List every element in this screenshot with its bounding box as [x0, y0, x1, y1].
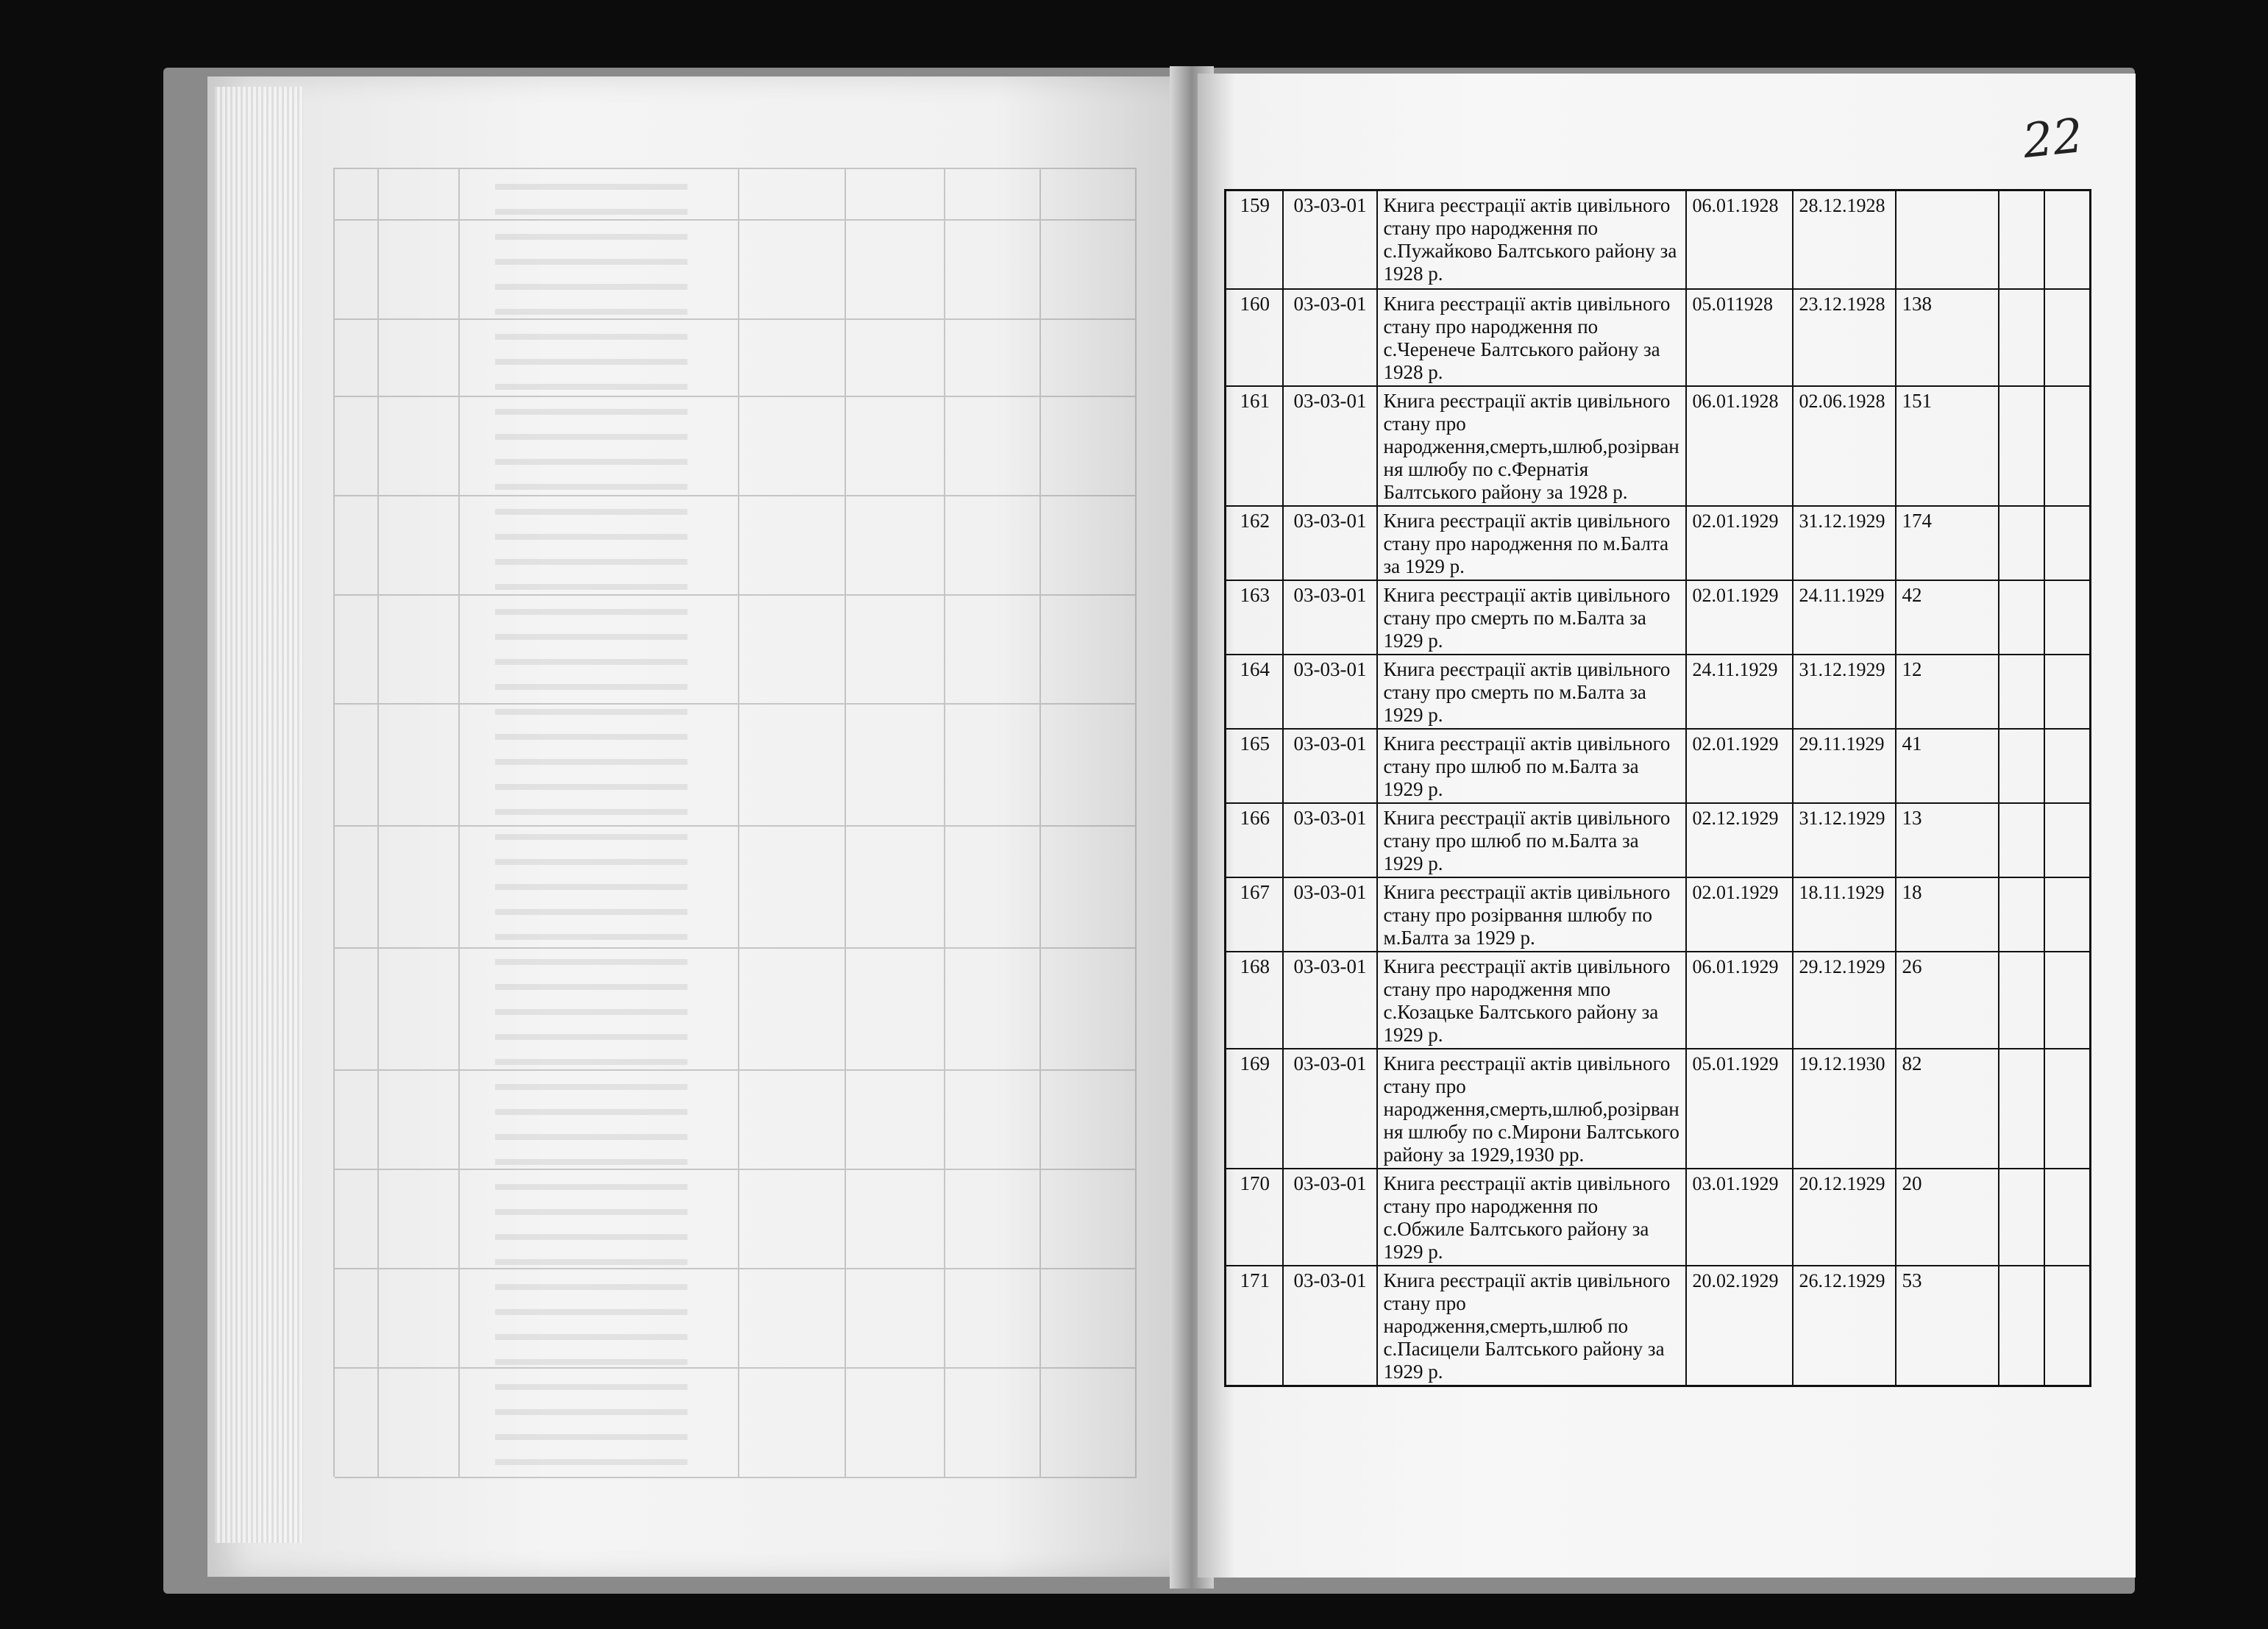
- record-title: Книга реєстрації актів цивільного стану про народження по с.Черенече Балтського району за 1928 р.: [1377, 289, 1686, 386]
- note-cell: [2044, 386, 2091, 506]
- note-cell: [1999, 1169, 2044, 1266]
- fund-code: 03-03-01: [1283, 803, 1377, 877]
- register-table: [1224, 189, 2091, 1387]
- note-cell: [1999, 655, 2044, 729]
- fund-code: 03-03-01: [1283, 580, 1377, 655]
- bleed-through-table: [335, 168, 1137, 1477]
- note-cell: [1999, 386, 2044, 506]
- fund-code: 03-03-01: [1283, 190, 1377, 290]
- record-number: 160: [1226, 289, 1283, 386]
- end-date: 19.12.1930: [1793, 1049, 1896, 1169]
- sheet-count: 13: [1896, 803, 1999, 877]
- end-date: 24.11.1929: [1793, 580, 1896, 655]
- sheet-count: 20: [1896, 1169, 1999, 1266]
- end-date: 20.12.1929: [1793, 1169, 1896, 1266]
- record-title: Книга реєстрації актів цивільного стану про народження по с.Пужайково Балтського району за 1928 р.: [1377, 190, 1686, 290]
- start-date: 02.01.1929: [1686, 729, 1793, 803]
- fund-code: 03-03-01: [1283, 729, 1377, 803]
- note-cell: [2044, 729, 2091, 803]
- note-cell: [1999, 289, 2044, 386]
- note-cell: [2044, 1169, 2091, 1266]
- page-edges: [215, 87, 303, 1543]
- record-title: Книга реєстрації актів цивільного стану про народження,смерть,шлюб,розірвання шлюбу по с.Мирони Балтського району за 1929,1930 рр.: [1377, 1049, 1686, 1169]
- start-date: 05.01.1929: [1686, 1049, 1793, 1169]
- note-cell: [2044, 1049, 2091, 1169]
- record-number: 162: [1226, 506, 1283, 580]
- record-number: 159: [1226, 190, 1283, 290]
- page-number: 22: [2020, 108, 2086, 170]
- note-cell: [1999, 803, 2044, 877]
- fund-code: 03-03-01: [1283, 1049, 1377, 1169]
- sheet-count: 82: [1896, 1049, 1999, 1169]
- note-cell: [1999, 877, 2044, 952]
- sheet-count: 41: [1896, 729, 1999, 803]
- sheet-count: 151: [1896, 386, 1999, 506]
- table-row: [1226, 506, 2091, 580]
- end-date: 31.12.1929: [1793, 506, 1896, 580]
- record-title: Книга реєстрації актів цивільного стану про шлюб по м.Балта за 1929 р.: [1377, 729, 1686, 803]
- fund-code: 03-03-01: [1283, 877, 1377, 952]
- fund-code: 03-03-01: [1283, 386, 1377, 506]
- fund-code: 03-03-01: [1283, 1266, 1377, 1386]
- start-date: 06.01.1929: [1686, 952, 1793, 1049]
- start-date: 02.12.1929: [1686, 803, 1793, 877]
- record-number: 168: [1226, 952, 1283, 1049]
- record-title: Книга реєстрації актів цивільного стану про народження по м.Балта за 1929 р.: [1377, 506, 1686, 580]
- start-date: 06.01.1928: [1686, 386, 1793, 506]
- table-row: [1226, 877, 2091, 952]
- end-date: 28.12.1928: [1793, 190, 1896, 290]
- fund-code: 03-03-01: [1283, 655, 1377, 729]
- note-cell: [2044, 190, 2091, 290]
- table-row: [1226, 580, 2091, 655]
- record-title: Книга реєстрації актів цивільного стану про народження мпо с.Козацьке Балтського району за 1929 р.: [1377, 952, 1686, 1049]
- sheet-count: 18: [1896, 877, 1999, 952]
- start-date: 20.02.1929: [1686, 1266, 1793, 1386]
- record-title: Книга реєстрації актів цивільного стану про народження,смерть,шлюб,розірвання шлюбу по с.Фернатія Балтського району за 1928 р.: [1377, 386, 1686, 506]
- record-number: 164: [1226, 655, 1283, 729]
- table-row: [1226, 803, 2091, 877]
- note-cell: [2044, 1266, 2091, 1386]
- note-cell: [2044, 506, 2091, 580]
- record-number: 163: [1226, 580, 1283, 655]
- start-date: 05.011928: [1686, 289, 1793, 386]
- note-cell: [2044, 803, 2091, 877]
- end-date: 18.11.1929: [1793, 877, 1896, 952]
- sheet-count: 138: [1896, 289, 1999, 386]
- end-date: 23.12.1928: [1793, 289, 1896, 386]
- sheet-count: [1896, 190, 1999, 290]
- table-row: [1226, 952, 2091, 1049]
- note-cell: [1999, 506, 2044, 580]
- note-cell: [1999, 190, 2044, 290]
- note-cell: [2044, 655, 2091, 729]
- note-cell: [1999, 1049, 2044, 1169]
- note-cell: [1999, 952, 2044, 1049]
- record-number: 161: [1226, 386, 1283, 506]
- end-date: 26.12.1929: [1793, 1266, 1896, 1386]
- register-body: [1226, 190, 2091, 1386]
- fund-code: 03-03-01: [1283, 289, 1377, 386]
- record-number: 166: [1226, 803, 1283, 877]
- sheet-count: 42: [1896, 580, 1999, 655]
- note-cell: [2044, 289, 2091, 386]
- end-date: 29.12.1929: [1793, 952, 1896, 1049]
- fund-code: 03-03-01: [1283, 1169, 1377, 1266]
- table-row: [1226, 655, 2091, 729]
- start-date: 02.01.1929: [1686, 580, 1793, 655]
- start-date: 02.01.1929: [1686, 506, 1793, 580]
- record-title: Книга реєстрації актів цивільного стану про смерть по м.Балта за 1929 р.: [1377, 580, 1686, 655]
- record-title: Книга реєстрації актів цивільного стану про народження по с.Обжиле Балтського району за 1929 р.: [1377, 1169, 1686, 1266]
- note-cell: [1999, 729, 2044, 803]
- sheet-count: 26: [1896, 952, 1999, 1049]
- fund-code: 03-03-01: [1283, 952, 1377, 1049]
- end-date: 31.12.1929: [1793, 655, 1896, 729]
- record-number: 170: [1226, 1169, 1283, 1266]
- table-row: [1226, 1266, 2091, 1386]
- record-title: Книга реєстрації актів цивільного стану про розірвання шлюбу по м.Балта за 1929 р.: [1377, 877, 1686, 952]
- note-cell: [1999, 1266, 2044, 1386]
- end-date: 29.11.1929: [1793, 729, 1896, 803]
- start-date: 06.01.1928: [1686, 190, 1793, 290]
- sheet-count: 53: [1896, 1266, 1999, 1386]
- record-number: 167: [1226, 877, 1283, 952]
- sheet-count: 12: [1896, 655, 1999, 729]
- record-title: Книга реєстрації актів цивільного стану про шлюб по м.Балта за 1929 р.: [1377, 803, 1686, 877]
- note-cell: [2044, 952, 2091, 1049]
- start-date: 02.01.1929: [1686, 877, 1793, 952]
- table-row: [1226, 289, 2091, 386]
- table-row: [1226, 190, 2091, 290]
- record-title: Книга реєстрації актів цивільного стану про смерть по м.Балта за 1929 р.: [1377, 655, 1686, 729]
- fund-code: 03-03-01: [1283, 506, 1377, 580]
- end-date: 31.12.1929: [1793, 803, 1896, 877]
- record-title: Книга реєстрації актів цивільного стану про народження,смерть,шлюб по с.Пасицели Балтського району за 1929 р.: [1377, 1266, 1686, 1386]
- end-date: 02.06.1928: [1793, 386, 1896, 506]
- table-row: [1226, 386, 2091, 506]
- start-date: 24.11.1929: [1686, 655, 1793, 729]
- note-cell: [1999, 580, 2044, 655]
- table-row: [1226, 1049, 2091, 1169]
- start-date: 03.01.1929: [1686, 1169, 1793, 1266]
- table-row: [1226, 729, 2091, 803]
- note-cell: [2044, 877, 2091, 952]
- record-number: 171: [1226, 1266, 1283, 1386]
- record-number: 169: [1226, 1049, 1283, 1169]
- note-cell: [2044, 580, 2091, 655]
- sheet-count: 174: [1896, 506, 1999, 580]
- record-number: 165: [1226, 729, 1283, 803]
- table-row: [1226, 1169, 2091, 1266]
